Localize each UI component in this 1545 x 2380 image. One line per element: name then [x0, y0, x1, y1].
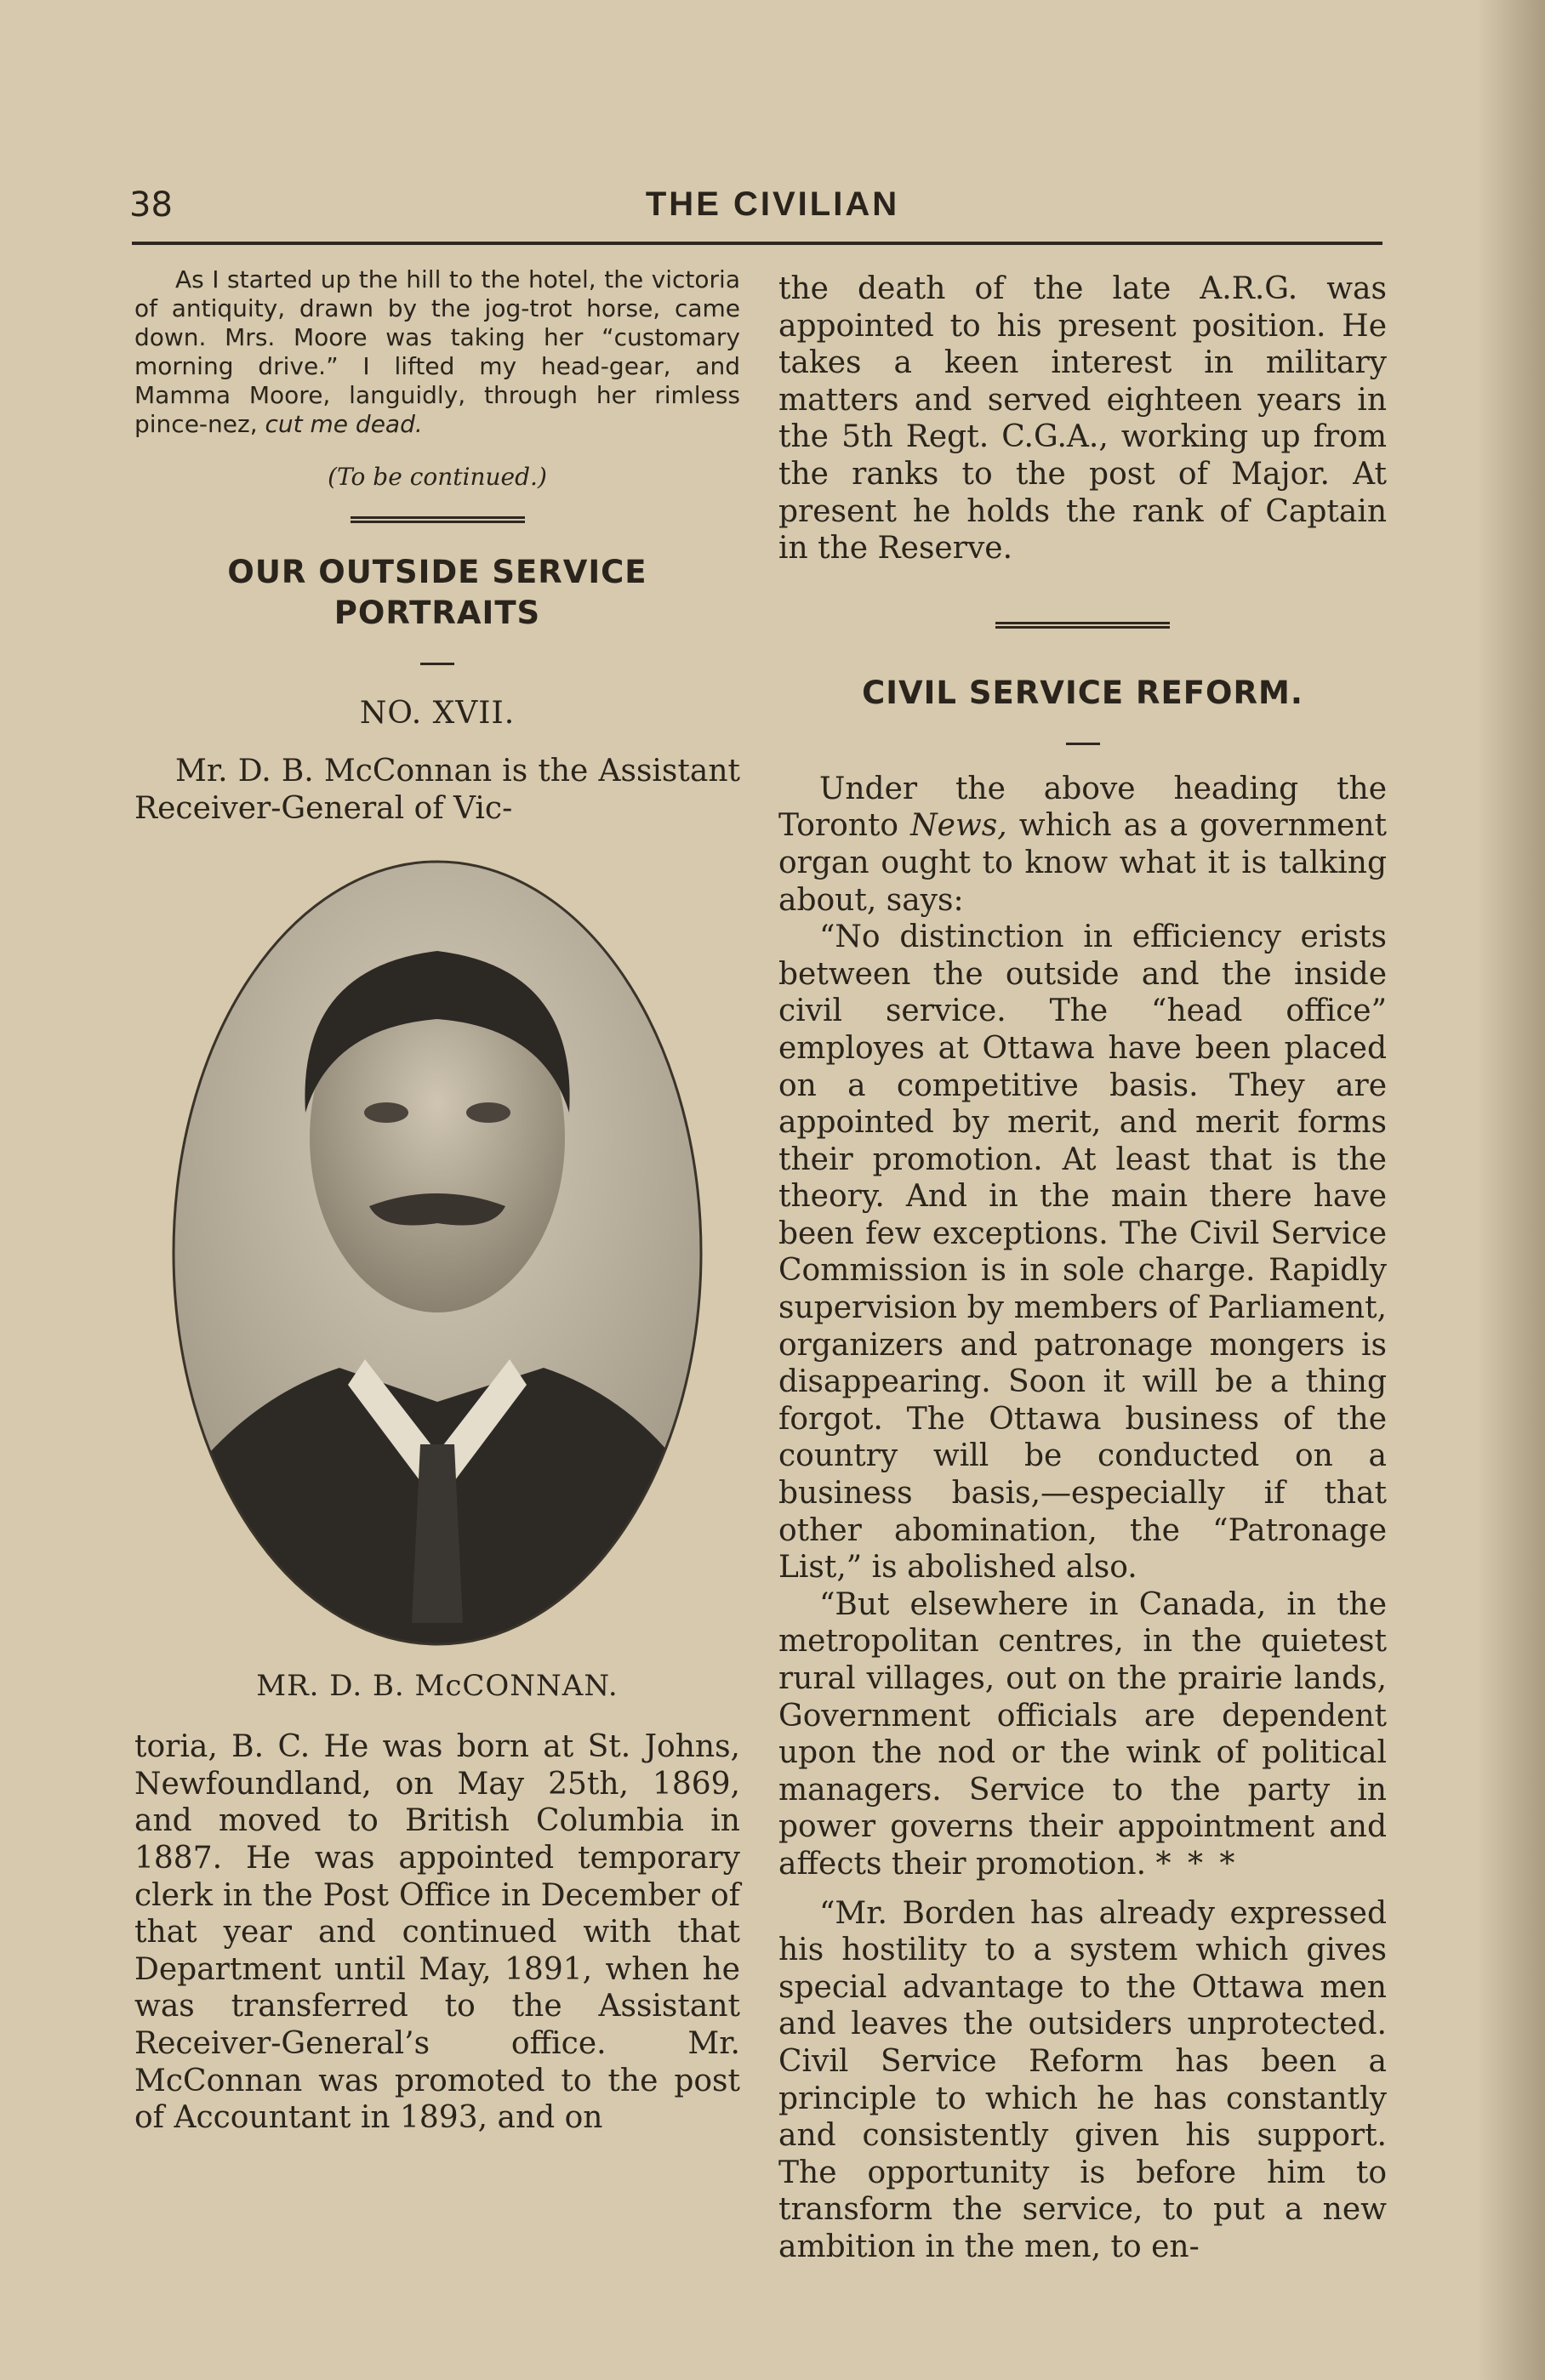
intro-paragraph: Mr. D. B. McConnan is the Assistant Receiver-General of Vic-: [134, 754, 740, 826]
quote-paragraph-2-text: “But elsewhere in Canada, in the metropolitan centres, in the quietest rural villages, out on the prairie lands, Government officials are dependent upon the nod or the wink of political managers. Service to the party in power governs their appointment and affects their promotion.: [778, 1586, 1387, 1882]
right-column: [778, 270, 1387, 2266]
page-edge-shadow: [1477, 0, 1545, 2380]
page-number: 38: [129, 185, 173, 225]
short-rule: [420, 663, 454, 665]
story-ending-text: As I started up the hill to the hotel, the victoria of antiquity, drawn by the jog-trot horse, came down. Mrs. Moore was taking her “customary morning drive.” I lifted my head-gear, and Mamma Moore, languidly, through her rimless pince-nez,: [134, 265, 740, 438]
to-be-continued: (To be continued.): [328, 463, 547, 491]
portrait-photo: [169, 857, 705, 1648]
quote-paragraph-1: “No distinction in efficiency erists between the outside and the inside civil service. The “head office” employes at Ottawa have been placed on a competitive basis. They are appointed by merit, and merit forms their promotion. At least that is the theory. And in the main there have been few exceptions. The Civil Service Commission is in sole charge. Rapidly supervision by members of Parliament, organizers and patronage mongers is disappearing. Soon it will be a thing forgot. The Ottawa business of the country will be conducted on a business basis,—especially if that other abomination, the “Patronage List,” is abolished also.: [778, 920, 1387, 1586]
short-rule-right: [1066, 743, 1100, 745]
reform-intro-a: Under the above heading the Toronto: [778, 771, 1387, 844]
portrait-image: [169, 857, 705, 1648]
story-ending-paragraph: [134, 265, 740, 439]
reform-intro-paragraph: [778, 771, 1387, 919]
running-title: THE CIVILIAN: [645, 185, 900, 223]
quote-paragraph-3: “Mr. Borden has already expressed his hostility to a system which gives special advantage to the Ottawa men and leaves the outsiders unprotected. Civil Service Reform has been a principle to which he has constantly and consistently given his support. The opportunity is before him to transform the service, to put a new ambition in the men, to en-: [778, 1895, 1387, 2264]
ellipsis-stars: * * *: [1155, 1846, 1239, 1882]
section-title-portraits: OUR OUTSIDE SERVICE PORTRAITS: [227, 554, 647, 631]
section-divider: [351, 516, 525, 523]
reform-intro-b: which as a government organ ought to know what it is talking about, says:: [778, 808, 1387, 918]
portrait-caption: MR. D. B. McCONNAN.: [256, 1669, 619, 1704]
header-rule: [132, 242, 1383, 245]
story-ending-italic: cut me dead.: [265, 410, 423, 438]
bio-continued-paragraph: the death of the late A.R.G. was appointed to his present position. He takes a keen interest in military matters and served eighteen years in the 5th Regt. C.G.A., working up from the ranks to the post of Major. At present he holds the rank of Captain in the Reserve.: [778, 271, 1387, 567]
bio-paragraph: toria, B. C. He was born at St. Johns, Newfoundland, on May 25th, 1869, and moved to British Columbia in 1887. He was appointed temporary clerk in the Post Office in December of that year and continued with that Department until May, 1891, when he was transferred to the Assistant Receiver-General’s office. Mr. McConnan was promoted to the post of Accountant in 1893, and on: [134, 1729, 740, 2136]
section-title-reform: CIVIL SERVICE REFORM.: [862, 674, 1303, 711]
section-divider-right: [995, 622, 1170, 629]
left-column: [134, 265, 740, 2137]
newspaper-name: News,: [910, 808, 1007, 844]
portrait-number: NO. XVII.: [359, 696, 516, 731]
quote-paragraph-2: [778, 1586, 1387, 1883]
